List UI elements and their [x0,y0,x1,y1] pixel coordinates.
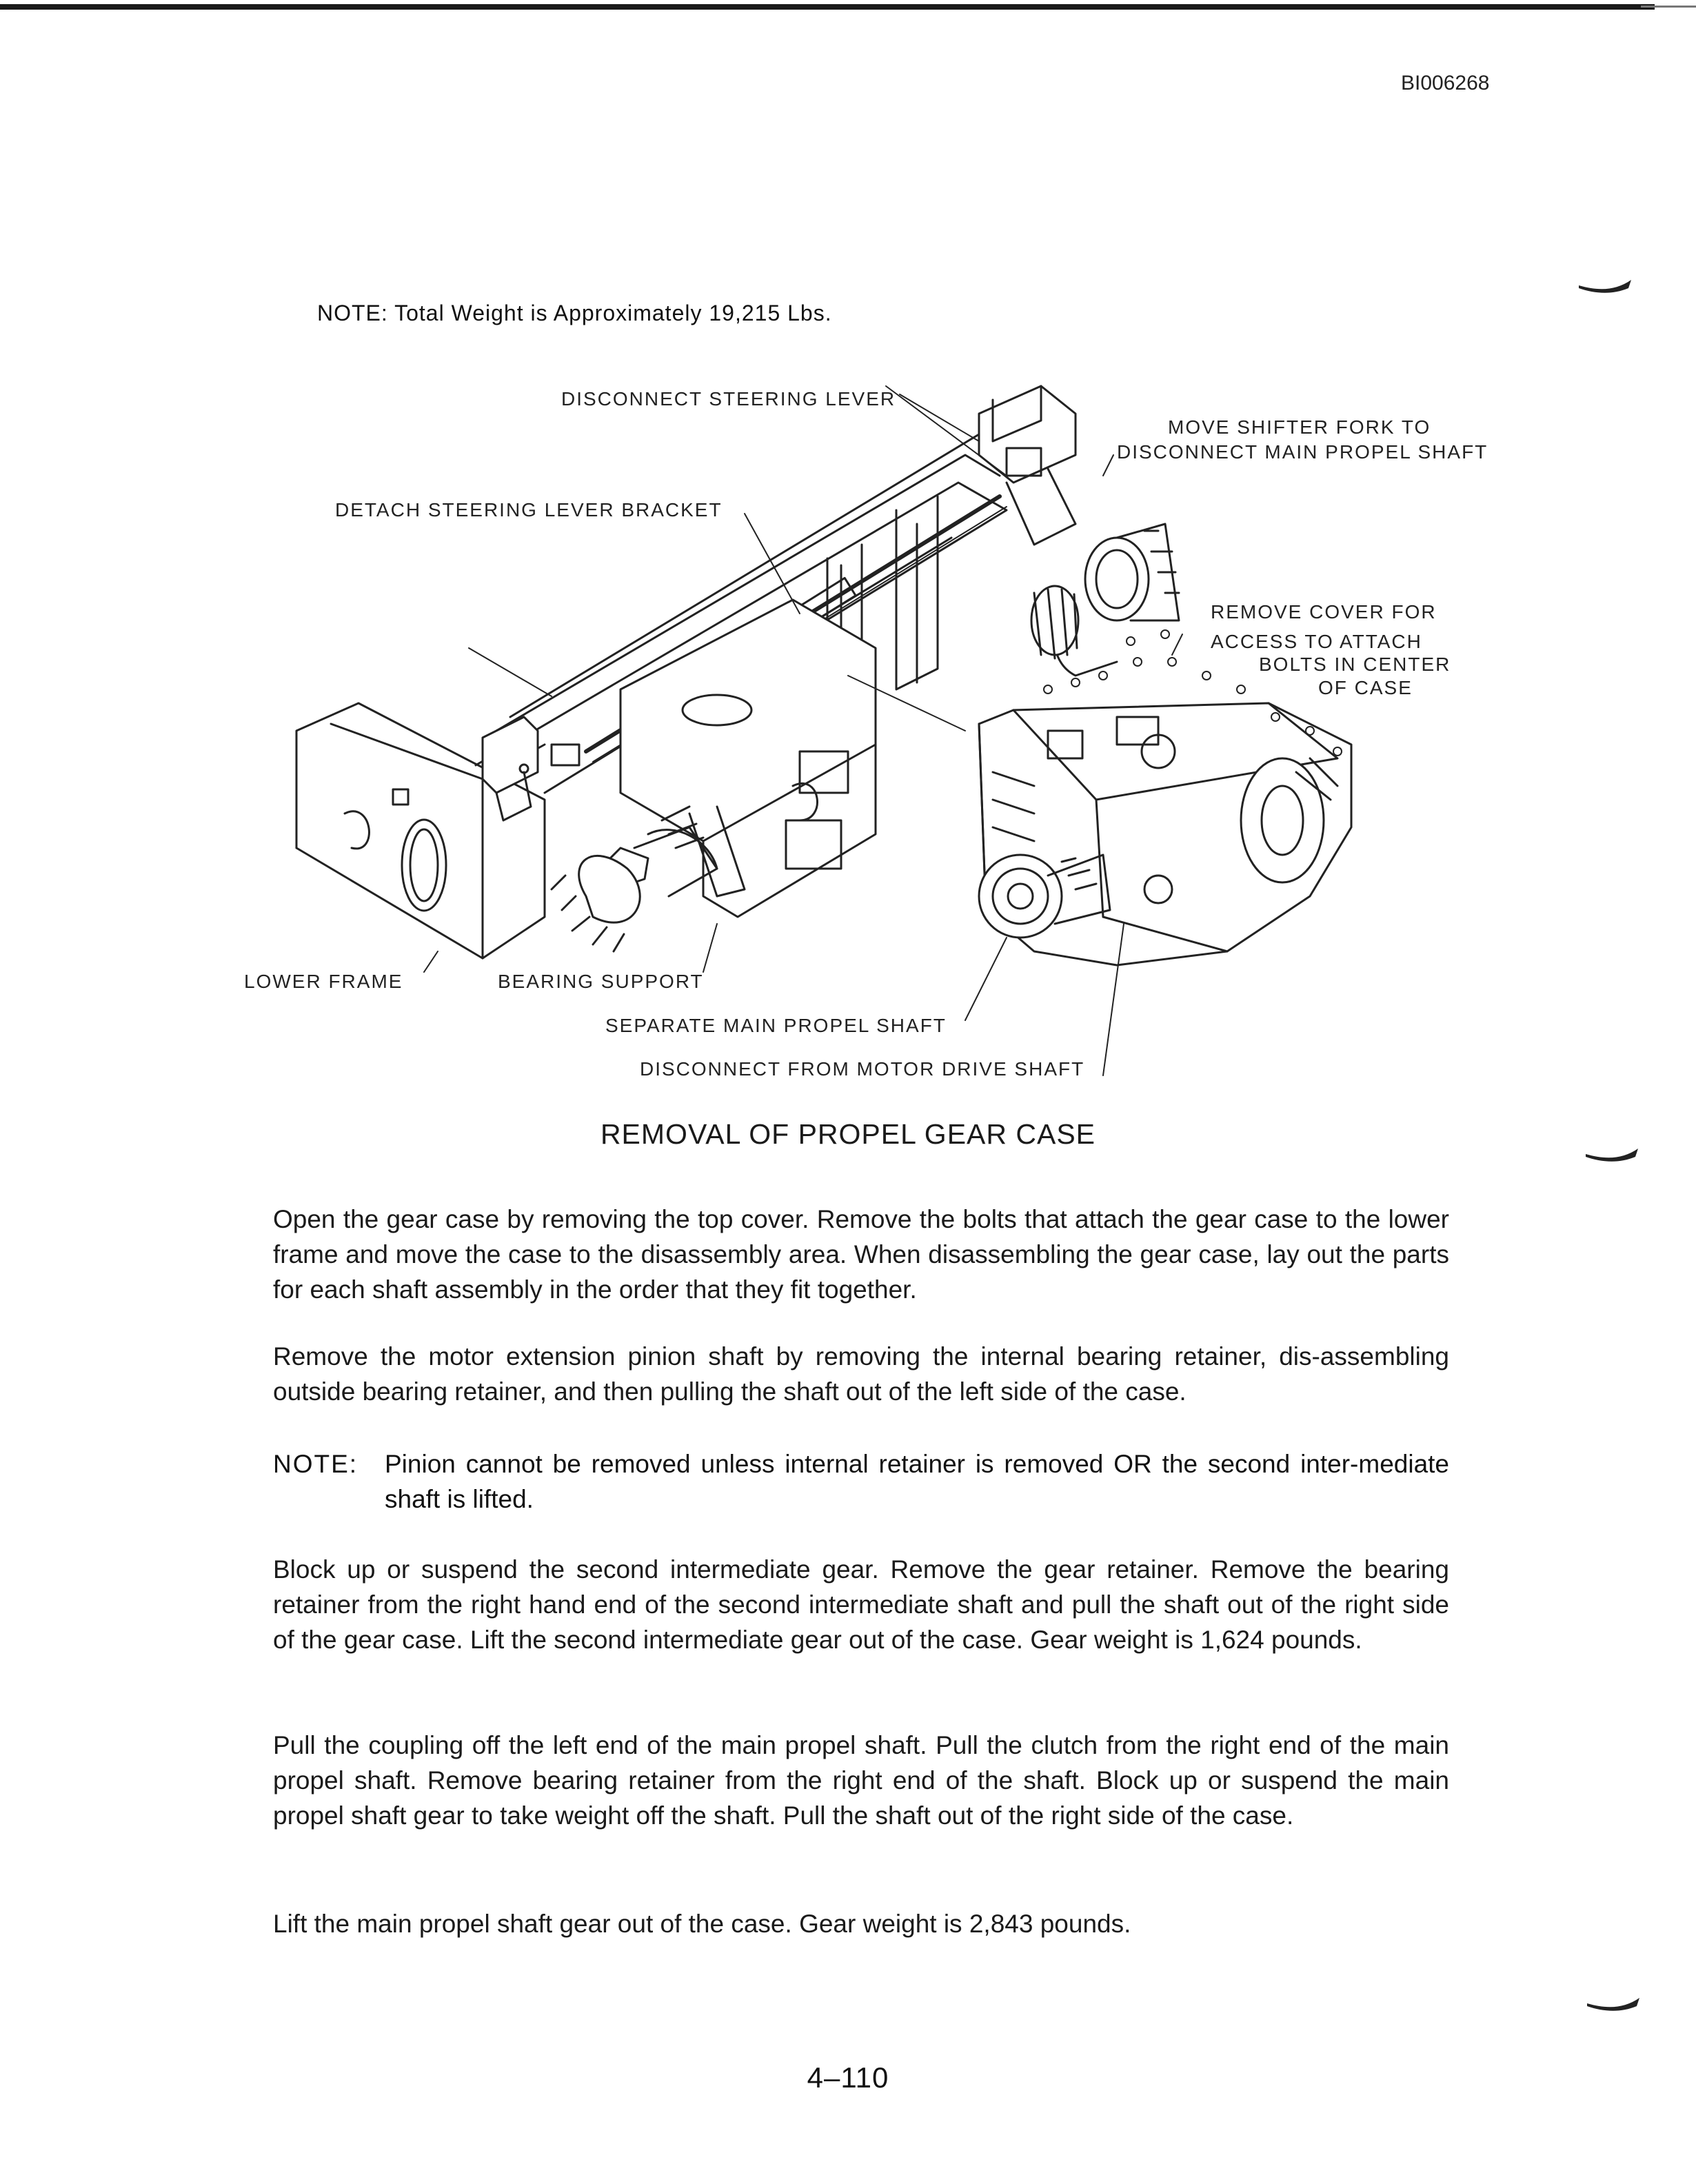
label-remove-cover-line2: ACCESS TO ATTACH [1211,631,1422,652]
label-remove-cover-line3: BOLTS IN CENTER [1259,654,1451,675]
paragraph-second-intermediate-gear: Block up or suspend the second intermediate gear. Remove the gear retainer. Remove the bearing retainer from the right hand end of the second intermediate shaft and pull the shaft out of the right side of the gear case. Lift the second intermediate gear out of the case. Gear weight is 1,624 pounds. [273,1555,1449,1654]
label-remove-cover-line1: REMOVE COVER FOR [1211,601,1437,623]
paragraph-remove-pinion-shaft: Remove the motor extension pinion shaft by removing the internal bearing retainer, dis-assembling outside bearing retainer, and then pulling the shaft out of the left side of the case. [273,1342,1449,1406]
weight-note: NOTE: Total Weight is Approximately 19,215 Lbs. [317,301,832,325]
label-separate-main-propel-shaft: SEPARATE MAIN PROPEL SHAFT [605,1015,947,1036]
paragraph-open-gear-case: Open the gear case by removing the top cover. Remove the bolts that attach the gear case to the lower frame and move the case to the disassembly area. When disassembling the gear case, lay out the parts for each shaft assembly in the order that they fit together. [273,1205,1449,1304]
margin-mark-2 [1584,1144,1639,1165]
paragraph-lift-gear: Lift the main propel shaft gear out of the case. Gear weight is 2,843 pounds. [273,1910,1131,1938]
label-bearing-support: BEARING SUPPORT [498,971,704,992]
paragraph-main-propel-shaft: Pull the coupling off the left end of the main propel shaft. Pull the clutch from the right end of the main propel shaft. Remove bearing retainer from the right end of the shaft. Block up or suspend the main propel shaft gear to take weight off the shaft. Pull the shaft out of the right side of the case. [273,1731,1449,1830]
note-pinion: Pinion cannot be removed unless internal retainer is removed OR the second inter-mediate shaft is lifted. [385,1450,1449,1513]
section-heading: REMOVAL OF PROPEL GEAR CASE [600,1118,1096,1150]
label-move-shifter-fork-line1: MOVE SHIFTER FORK TO [1168,416,1431,438]
document-id: BI006268 [1401,72,1490,94]
label-move-shifter-fork-line2: DISCONNECT MAIN PROPEL SHAFT [1117,441,1488,463]
note-label: NOTE: [273,1450,359,1478]
label-disconnect-motor-drive-shaft: DISCONNECT FROM MOTOR DRIVE SHAFT [640,1058,1085,1080]
margin-mark-3 [1586,1994,1641,2014]
margin-mark-1 [1577,276,1633,296]
label-disconnect-steering-lever: DISCONNECT STEERING LEVER [561,388,896,410]
label-remove-cover-line4: OF CASE [1318,677,1413,698]
label-lower-frame: LOWER FRAME [244,971,403,992]
page-number: 4–110 [807,2061,889,2094]
label-detach-steering-lever-bracket: DETACH STEERING LEVER BRACKET [335,499,723,520]
